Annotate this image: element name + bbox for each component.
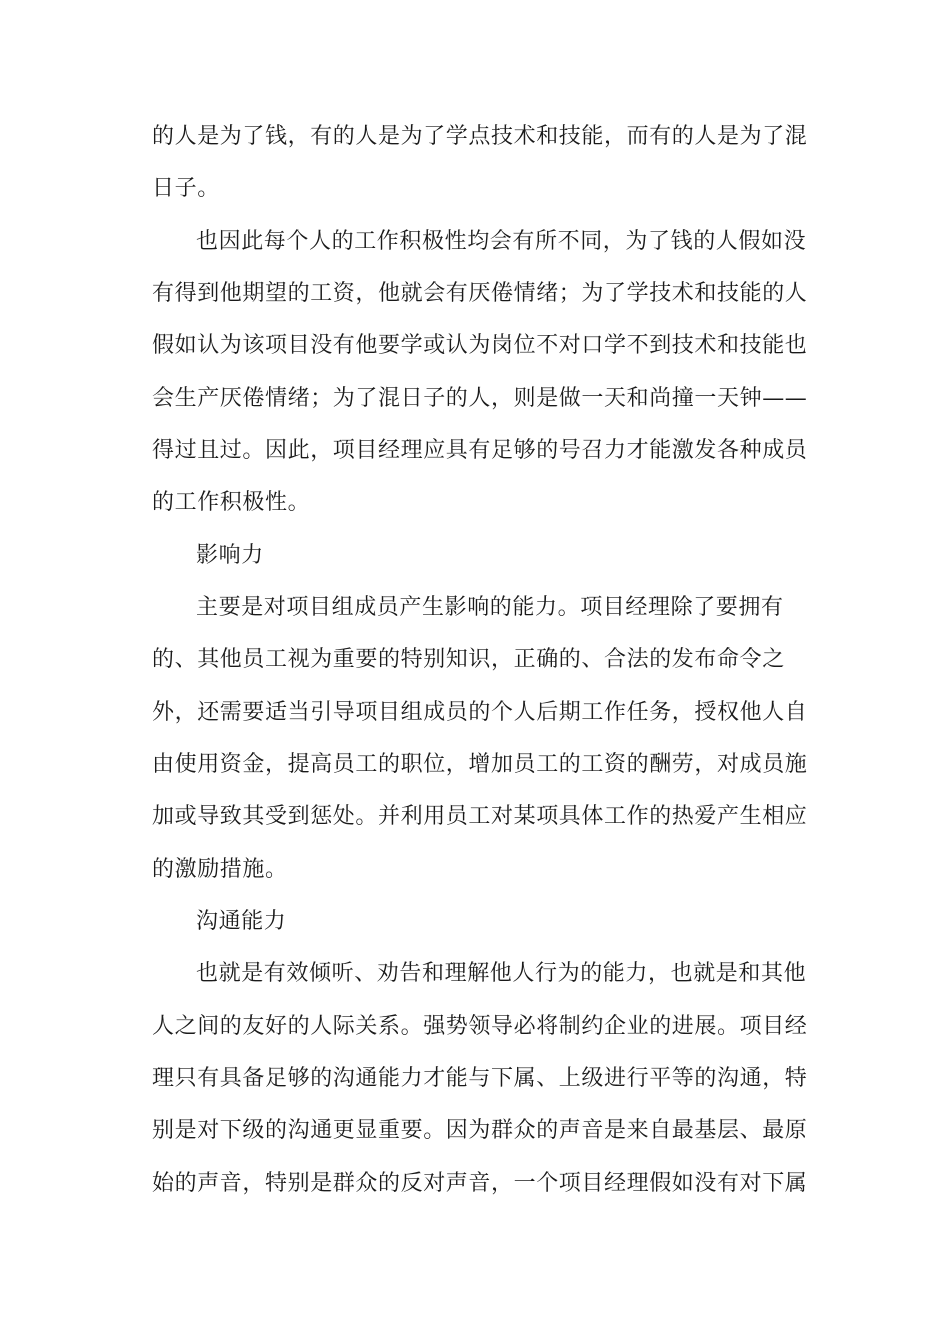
text-line: 理只有具备足够的沟通能力才能与下属、上级进行平等的沟通，特: [152, 1066, 808, 1091]
text-line: 假如认为该项目没有他要学或认为岗位不对口学不到技术和技能也: [152, 333, 808, 358]
paragraph-first-line: 也就是有效倾听、劝告和理解他人行为的能力，也就是和其他: [196, 961, 807, 986]
text-line: 由使用资金，提高员工的职位，增加员工的工资的酬劳，对成员施: [152, 752, 808, 777]
paragraph-first-line: 也因此每个人的工作积极性均会有所不同，为了钱的人假如没: [196, 229, 807, 254]
text-line: 有得到他期望的工资，他就会有厌倦情绪；为了学技术和技能的人: [152, 281, 808, 306]
text-line: 人之间的友好的人际关系。强势领导必将制约企业的进展。项目经: [152, 1014, 808, 1039]
section-heading: 影响力: [196, 543, 264, 568]
text-line: 别是对下级的沟通更显重要。因为群众的声音是来自最基层、最原: [152, 1118, 808, 1143]
text-line: 得过且过。因此，项目经理应具有足够的号召力才能激发各种成员: [152, 438, 808, 463]
text-line: 始的声音，特别是群众的反对声音，一个项目经理假如没有对下属: [152, 1171, 808, 1196]
text-line: 的人是为了钱，有的人是为了学点技术和技能，而有的人是为了混: [152, 124, 808, 149]
paragraph-first-line: 主要是对项目组成员产生影响的能力。项目经理除了要拥有: [196, 595, 784, 620]
text-line: 日子。: [152, 176, 220, 201]
text-line: 会生产厌倦情绪；为了混日子的人，则是做一天和尚撞一天钟——: [152, 386, 808, 411]
text-line: 加或导致其受到惩处。并利用员工对某项具体工作的热爱产生相应: [152, 804, 808, 829]
section-heading: 沟通能力: [196, 909, 287, 934]
text-line: 的工作积极性。: [152, 490, 311, 515]
text-line: 的激励措施。: [152, 857, 288, 882]
text-line: 的、其他员工视为重要的特别知识，正确的、合法的发布命令之: [152, 647, 785, 672]
text-line: 外，还需要适当引导项目组成员的个人后期工作任务，授权他人自: [152, 700, 808, 725]
